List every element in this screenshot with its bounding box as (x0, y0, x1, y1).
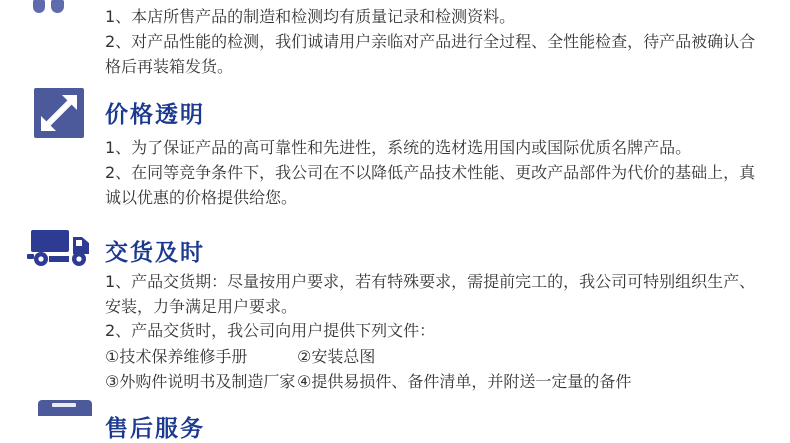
delivery-section-title: 交货及时 (105, 240, 205, 266)
truck-icon (27, 226, 93, 268)
toolbox-icon-cropped (38, 400, 92, 416)
delivery-line-3: 2、产品交货时，我公司向用户提供下列文件： (105, 321, 436, 340)
price-line-3: 诚以优惠的价格提供给您。 (105, 188, 298, 207)
delivery-line-2: 安装，力争满足用户要求。 (105, 297, 298, 316)
quality-line-1: 1、本店所售产品的制造和检测均有质量记录和检测资料。 (105, 7, 516, 26)
doc-item-4: ④提供易损件、备件清单，并附送一定量的备件 (297, 372, 632, 391)
price-line-2: 2、在同等竞争条件下，我公司在不以降低产品技术性能、更改产品部件为代价的基础上，真 (105, 163, 756, 182)
delivery-line-1: 1、产品交货期：尽量按用户要求，若有特殊要求，需提前完工的，我公司可特别组织生产、 (105, 272, 756, 291)
after-sales-section-title: 售后服务 (105, 416, 205, 442)
price-line-1: 1、为了保证产品的高可靠性和先进性，系统的选材选用国内或国际优质名牌产品。 (105, 138, 692, 157)
quality-line-3: 格后再装箱发货。 (105, 57, 234, 76)
quality-line-2: 2、对产品性能的检测，我们诚请用户亲临对产品进行全过程、全性能检查，待产品被确认合 (105, 32, 756, 51)
price-section-title: 价格透明 (105, 102, 205, 128)
doc-item-1: ①技术保养维修手册 (105, 347, 248, 366)
quote-icon-cropped (0, 0, 90, 14)
doc-item-3: ③外购件说明书及制造厂家 (105, 372, 296, 391)
doc-item-2: ②安装总图 (297, 347, 376, 366)
diagonal-arrows-icon (34, 88, 84, 138)
